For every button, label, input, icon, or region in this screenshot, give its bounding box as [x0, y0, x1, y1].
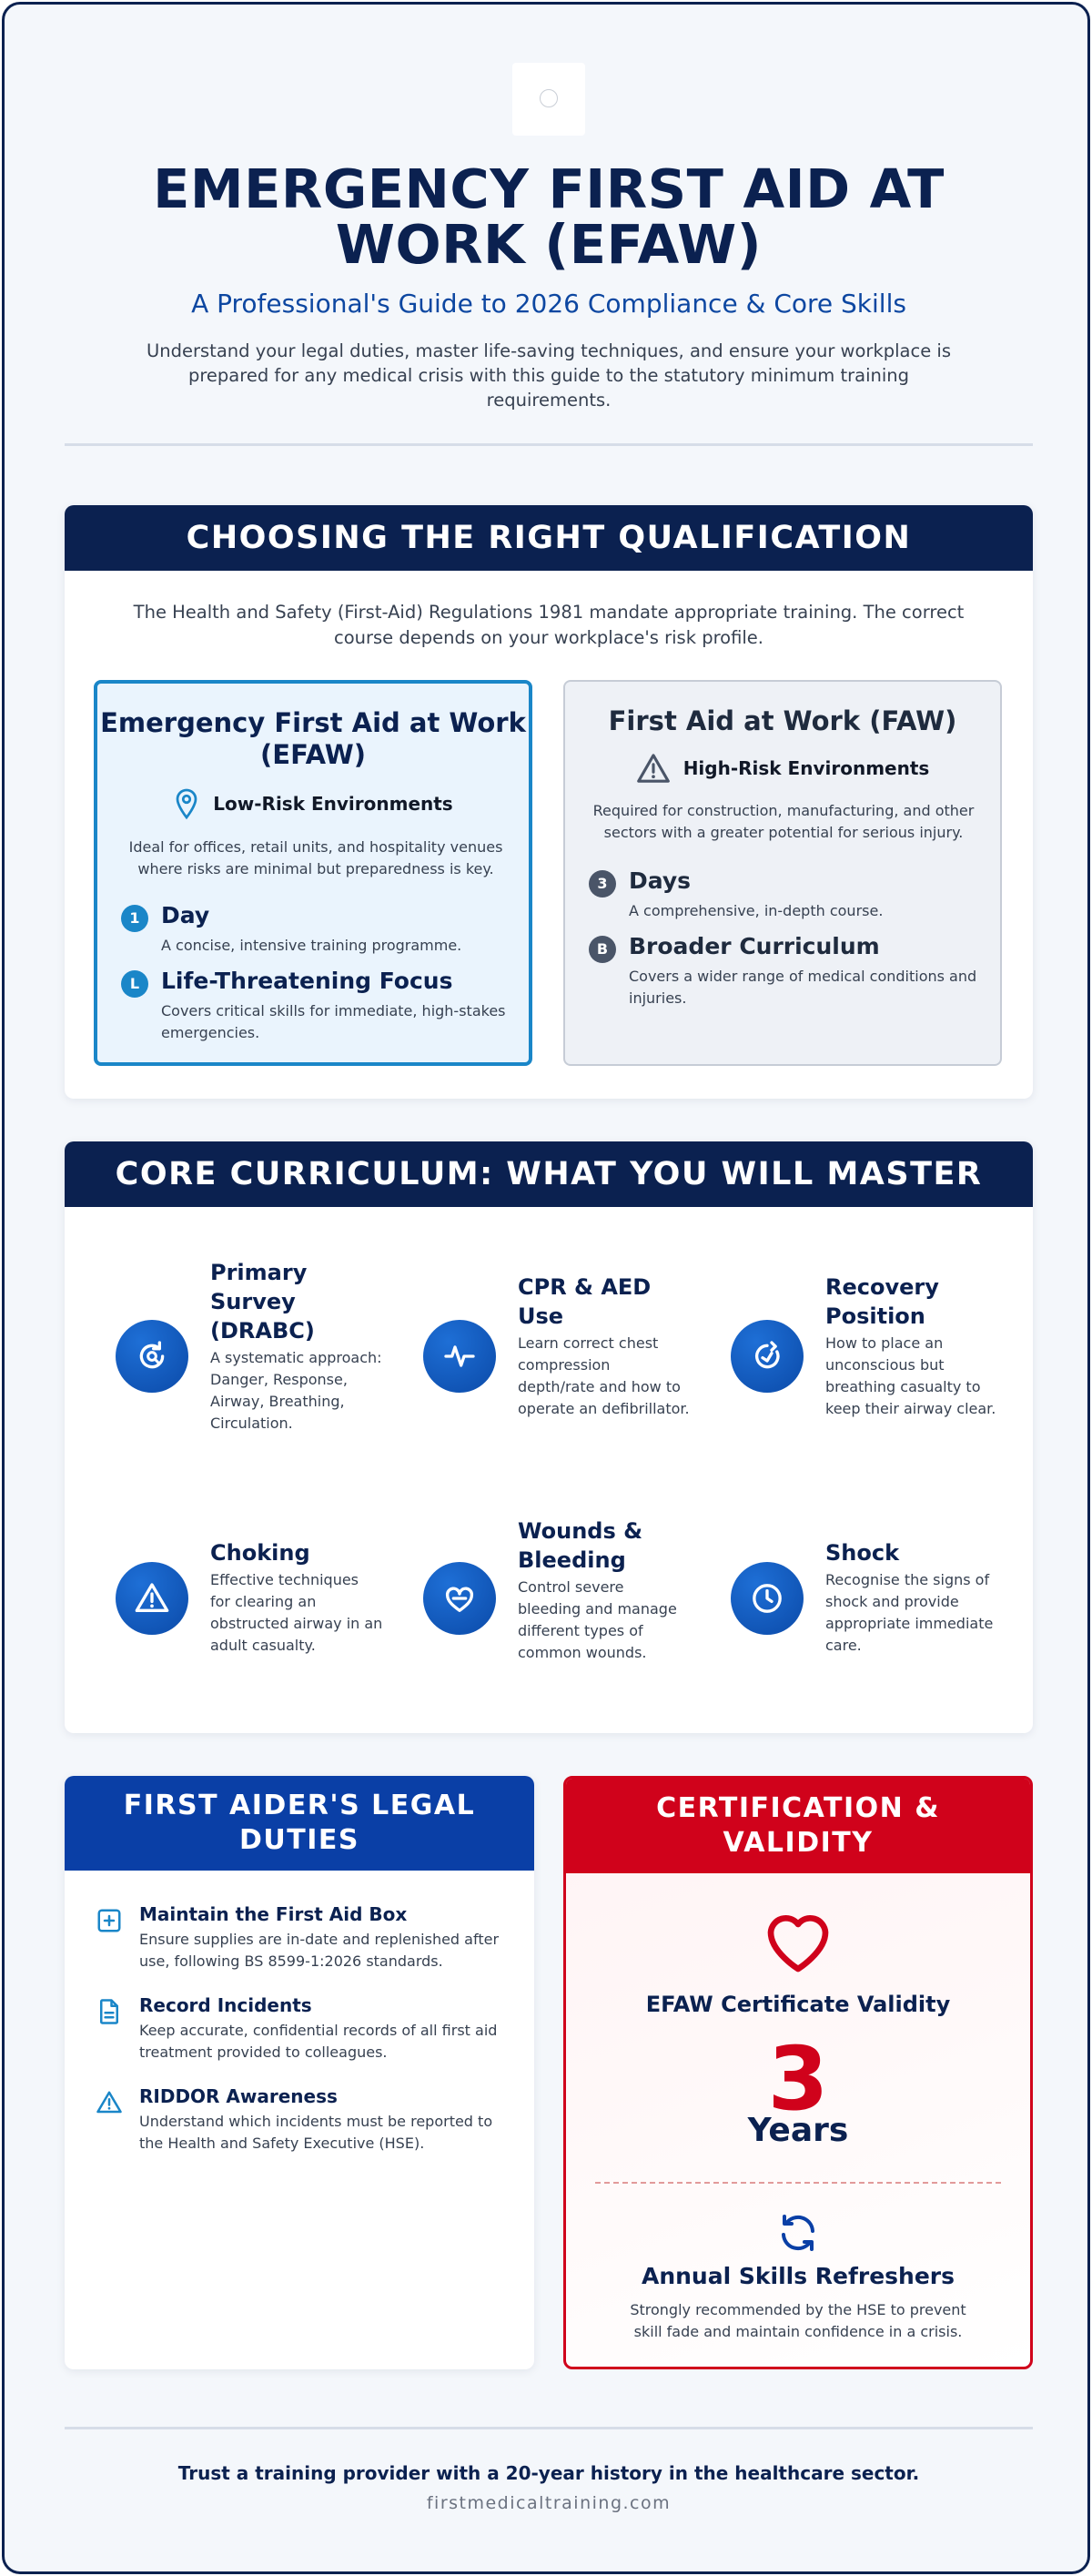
recovery-icon	[731, 1320, 804, 1393]
duty-description: Keep accurate, confidential records of all first aid treatment provided to colleagues.	[139, 2022, 498, 2061]
feature-description: Covers critical skills for immediate, high-stakes emergencies.	[161, 1002, 506, 1041]
refresh-search-icon	[116, 1320, 188, 1393]
logo	[512, 63, 585, 136]
curriculum-card	[65, 1141, 1033, 1733]
feature-title: Life-Threatening Focus	[161, 968, 453, 994]
efaw-environment-label: Low-Risk Environments	[213, 793, 453, 815]
legal-duties-card	[65, 1776, 534, 2369]
curriculum-item-cpr	[423, 1258, 714, 1440]
feature-badge: 1	[121, 905, 148, 932]
qualification-card	[65, 505, 1033, 1099]
qualification-heading: CHOOSING THE RIGHT QUALIFICATION	[65, 505, 1033, 571]
bandage-icon	[423, 1562, 496, 1635]
feature-title: Broader Curriculum	[629, 933, 880, 959]
certification-heading: CERTIFICATION & VALIDITY	[566, 1779, 1030, 1873]
refresher-description: Strongly recommended by the HSE to prevent skill fade and maintain confidence in a crisis.	[630, 2301, 966, 2340]
curriculum-heading: CORE CURRICULUM: WHAT YOU WILL MASTER	[65, 1141, 1033, 1207]
validity-label: EFAW Certificate Validity	[645, 1992, 951, 2017]
curriculum-text	[518, 1273, 691, 1420]
duty-title: Maintain the First Aid Box	[139, 1903, 408, 1925]
curriculum-description: How to place an unconscious but breathing casualty to keep their airway clear.	[825, 1334, 996, 1417]
efaw-title: Emergency First Aid at Work (EFAW)	[100, 707, 526, 770]
footer-tagline: Trust a training provider with a 20-year history in the healthcare sector.	[177, 2462, 920, 2484]
curriculum-title: Choking	[210, 1540, 310, 1566]
curriculum-text	[210, 1258, 383, 1435]
refresh-icon	[776, 2211, 820, 2255]
map-pin-icon	[173, 787, 200, 820]
curriculum-title: Wounds & Bleeding	[518, 1518, 643, 1573]
curriculum-item-wounds	[423, 1516, 714, 1699]
faw-environment	[565, 753, 1000, 784]
feature-description: A concise, intensive training programme.	[161, 937, 462, 954]
feature-badge: L	[121, 970, 148, 998]
footer-url[interactable]: firstmedicaltraining.com	[426, 2493, 672, 2513]
efaw-description: Ideal for offices, retail units, and hospitality venues where risks are minimal but preparedness is key.	[128, 838, 503, 877]
feature-badge: B	[589, 936, 616, 963]
warning-triangle-icon	[116, 1562, 188, 1635]
curriculum-title: Recovery Position	[825, 1274, 939, 1329]
feature-badge: 3	[589, 870, 616, 898]
curriculum-title: Primary Survey (DRABC)	[210, 1260, 315, 1344]
faw-description: Required for construction, manufacturing, and other sectors with a greater potential for serious injury.	[592, 802, 975, 841]
page-frame	[2, 2, 1090, 2574]
curriculum-text	[825, 1538, 998, 1657]
legal-heading: FIRST AIDER'S LEGAL DUTIES	[65, 1776, 534, 1871]
divider	[65, 443, 1033, 446]
curriculum-description: Learn correct chest compression depth/rate and how to operate an defibrillator.	[518, 1334, 690, 1417]
curriculum-item-primary-survey	[116, 1258, 407, 1440]
efaw-option	[94, 680, 532, 1066]
curriculum-text	[518, 1516, 691, 1664]
warning-triangle-icon	[636, 753, 671, 784]
duty-description: Ensure supplies are in-date and replenished after use, following BS 8599-1:2026 standards.	[139, 1931, 500, 1970]
divider	[65, 2427, 1033, 2429]
feature-description: Covers a wider range of medical conditions and injuries.	[629, 968, 977, 1007]
certification-card	[563, 1776, 1033, 2369]
faw-title: First Aid at Work (FAW)	[608, 705, 957, 736]
curriculum-description: Recognise the signs of shock and provide appropriate immediate care.	[825, 1571, 994, 1654]
curriculum-description: Effective techniques for clearing an obstructed airway in an adult casualty.	[210, 1571, 383, 1654]
curriculum-title: Shock	[825, 1540, 900, 1566]
curriculum-description: A systematic approach: Danger, Response, Airway, Breathing, Circulation.	[210, 1349, 382, 1432]
curriculum-description: Control severe bleeding and manage different types of common wounds.	[518, 1578, 677, 1661]
curriculum-item-shock	[731, 1516, 1022, 1699]
duty-title: RIDDOR Awareness	[139, 2085, 338, 2107]
validity-number: 3	[767, 2028, 829, 2130]
page-title: EMERGENCY FIRST AID AT WORK (EFAW)	[153, 157, 945, 276]
duty-title: Record Incidents	[139, 1994, 312, 2016]
validity-unit: Years	[747, 2112, 849, 2149]
curriculum-text	[825, 1273, 998, 1420]
logo-mark	[540, 89, 558, 107]
page-subtitle: A Professional's Guide to 2026 Compliance & Core Skills	[191, 289, 906, 319]
refresher-title: Annual Skills Refreshers	[641, 2263, 956, 2289]
curriculum-item-recovery	[731, 1258, 1022, 1440]
curriculum-item-choking	[116, 1516, 407, 1699]
heart-icon	[762, 1908, 834, 1975]
heartbeat-icon	[423, 1320, 496, 1393]
clock-icon	[731, 1562, 804, 1635]
curriculum-title: CPR & AED Use	[518, 1274, 652, 1329]
faw-option	[563, 680, 1002, 1066]
feature-description: A comprehensive, in-depth course.	[629, 902, 884, 919]
plus-box-icon	[96, 1907, 123, 1934]
efaw-environment	[97, 787, 529, 820]
qualification-intro: The Health and Safety (First-Aid) Regulations 1981 mandate appropriate training. The correct course depends on your workplace's risk profile.	[133, 602, 965, 648]
document-icon	[96, 1998, 123, 2025]
warning-triangle-icon	[96, 2089, 123, 2116]
certification-divider	[595, 2182, 1001, 2184]
feature-title: Days	[629, 867, 692, 894]
feature-title: Day	[161, 902, 210, 928]
duty-description: Understand which incidents must be reported to the Health and Safety Executive (HSE).	[139, 2113, 493, 2152]
page-intro: Understand your legal duties, master life-saving techniques, and ensure your workplace is prepared for any medical crisis with this guide to the statutory minimum training requirements.	[147, 340, 951, 411]
faw-environment-label: High-Risk Environments	[682, 757, 930, 779]
curriculum-text	[210, 1538, 383, 1657]
